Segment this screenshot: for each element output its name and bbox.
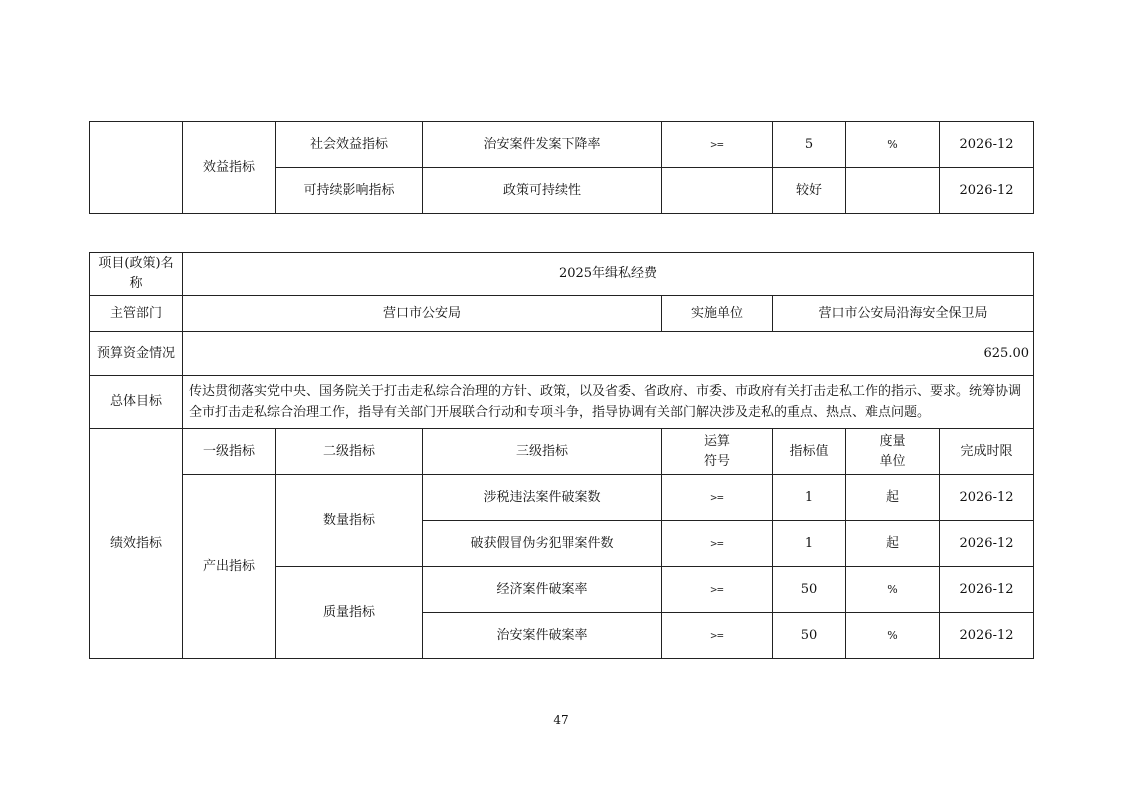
table-row [90, 475, 1034, 521]
unit-cell [846, 168, 940, 214]
value-cell: 1 [773, 521, 846, 567]
deadline-cell: 2026-12 [940, 475, 1034, 521]
budget-value: 625.00 [183, 332, 1034, 376]
level3-cell: 政策可持续性 [423, 168, 662, 214]
unit-cell: 起 [846, 521, 940, 567]
project-name: 2025年缉私经费 [183, 253, 1034, 296]
symbol-cell: >= [662, 567, 773, 613]
value-cell: 较好 [773, 168, 846, 214]
level2-cell: 可持续影响指标 [276, 168, 423, 214]
blank-cell [90, 122, 183, 214]
header-level3: 三级指标 [423, 429, 662, 475]
symbol-cell: >= [662, 122, 773, 168]
perf-label: 绩效指标 [90, 429, 183, 659]
header-symbol [662, 429, 773, 475]
budget-label: 预算资金情况 [90, 332, 183, 376]
symbol-cell: >= [662, 613, 773, 659]
header-symbol-line2: 符号 [703, 453, 730, 469]
level3-cell: 治安案件发案下降率 [423, 122, 662, 168]
impl-value: 营口市公安局沿海安全保卫局 [773, 296, 1034, 332]
symbol-cell: >= [662, 521, 773, 567]
deadline-cell: 2026-12 [940, 613, 1034, 659]
value-cell: 5 [773, 122, 846, 168]
symbol-cell: >= [662, 475, 773, 521]
table-row [90, 122, 1034, 168]
level2-cell: 数量指标 [276, 475, 423, 567]
value-cell: 1 [773, 475, 846, 521]
goal-label: 总体目标 [90, 376, 183, 429]
level1-cell: 效益指标 [183, 122, 276, 214]
level2-cell: 社会效益指标 [276, 122, 423, 168]
project-name-label: 项目(政策)名称 [90, 253, 183, 296]
table-header-row [90, 429, 1034, 475]
header-unit-line1: 度量 [879, 433, 906, 449]
symbol-cell [662, 168, 773, 214]
deadline-cell: 2026-12 [940, 521, 1034, 567]
level2-cell: 质量指标 [276, 567, 423, 659]
dept-label: 主管部门 [90, 296, 183, 332]
value-cell: 50 [773, 613, 846, 659]
header-symbol-line1: 运算 [703, 433, 730, 449]
header-level1: 一级指标 [183, 429, 276, 475]
unit-cell: % [846, 613, 940, 659]
deadline-cell: 2026-12 [940, 122, 1034, 168]
project-performance-table [89, 252, 1034, 659]
page-number: 47 [553, 713, 569, 727]
header-unit [846, 429, 940, 475]
deadline-cell: 2026-12 [940, 168, 1034, 214]
indicator-table-continued [89, 121, 1034, 214]
unit-cell: % [846, 122, 940, 168]
level3-cell: 破获假冒伪劣犯罪案件数 [423, 521, 662, 567]
table-row [90, 253, 1034, 296]
header-level2: 二级指标 [276, 429, 423, 475]
unit-cell: % [846, 567, 940, 613]
table-row [90, 332, 1034, 376]
deadline-cell: 2026-12 [940, 567, 1034, 613]
goal-text: 传达贯彻落实党中央、国务院关于打击走私综合治理的方针、政策，以及省委、省政府、市委、市政府有关打击走私工作的指示、要求。统筹协调全市打击走私综合治理工作，指导有关部门开展联合行动和专项斗争，指导协调有关部门解决涉及走私的重点、热点、难点问题。 [183, 376, 1034, 429]
header-unit-line2: 单位 [879, 453, 906, 469]
dept-value: 营口市公安局 [183, 296, 662, 332]
header-value: 指标值 [773, 429, 846, 475]
level3-cell: 经济案件破案率 [423, 567, 662, 613]
table-row [90, 376, 1034, 429]
value-cell: 50 [773, 567, 846, 613]
level1-cell: 产出指标 [183, 475, 276, 659]
unit-cell: 起 [846, 475, 940, 521]
level3-cell: 治安案件破案率 [423, 613, 662, 659]
level3-cell: 涉税违法案件破案数 [423, 475, 662, 521]
header-deadline: 完成时限 [940, 429, 1034, 475]
impl-label: 实施单位 [662, 296, 773, 332]
table-row [90, 296, 1034, 332]
